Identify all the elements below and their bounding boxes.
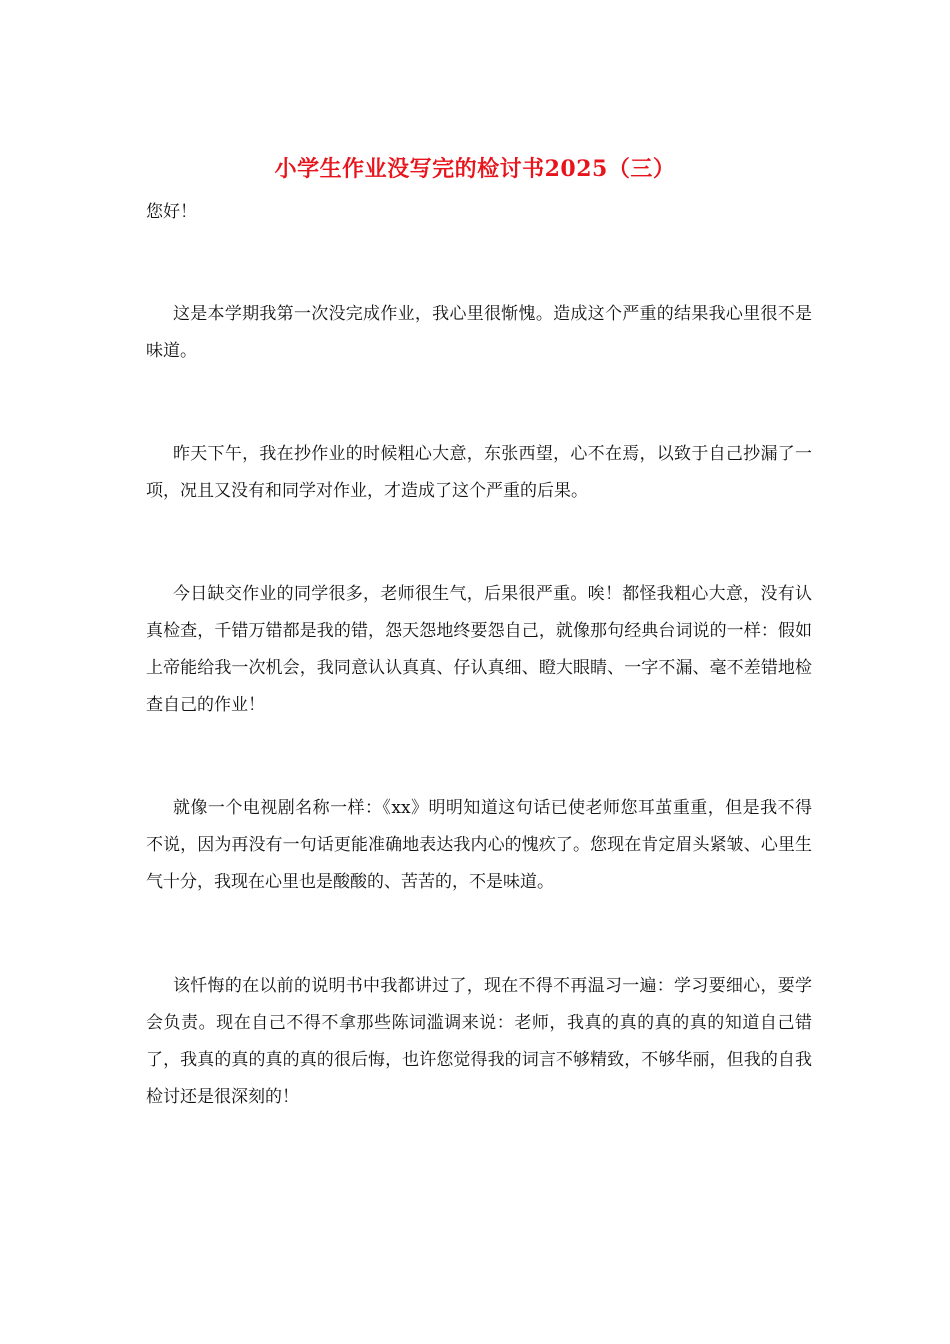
paragraph-3: 今日缺交作业的同学很多，老师很生气，后果很严重。唉！都怪我粗心大意，没有认真检查，千错万错都是我的错，怨天怨地终要怨自己，就像那句经典台词说的一样：假如上帝能给我一次机会，我同意认认真真、仔认真细、瞪大眼睛、一字不漏、毫不差错地检查自己的作业！ <box>146 584 812 715</box>
paragraph-5: 该忏悔的在以前的说明书中我都讲过了，现在不得不再温习一遍：学习要细心，要学会负责。现在自己不得不拿那些陈词滥调来说：老师，我真的真的真的真的知道自己错了，我真的真的真的真的很后悔，也许您觉得我的词言不够精致，不够华丽，但我的自我检讨还是很深刻的！ <box>146 976 812 1107</box>
paragraph-2: 昨天下午，我在抄作业的时候粗心大意，东张西望，心不在焉，以致于自己抄漏了一项，况且又没有和同学对作业，才造成了这个严重的后果。 <box>146 444 812 501</box>
paragraph-1: 这是本学期我第一次没完成作业，我心里很惭愧。造成这个严重的结果我心里很不是味道。 <box>146 304 812 361</box>
document-title: 小学生作业没写完的检讨书2025（三） <box>274 156 676 182</box>
paragraph-4: 就像一个电视剧名称一样：《xx》明明知道这句话已使老师您耳茧重重，但是我不得不说，因为再没有一句话更能准确地表达我内心的愧疚了。您现在肯定眉头紧皱、心里生气十分，我现在心里也是酸酸的、苦苦的，不是味道。 <box>146 798 812 892</box>
greeting: 您好！ <box>146 202 197 222</box>
